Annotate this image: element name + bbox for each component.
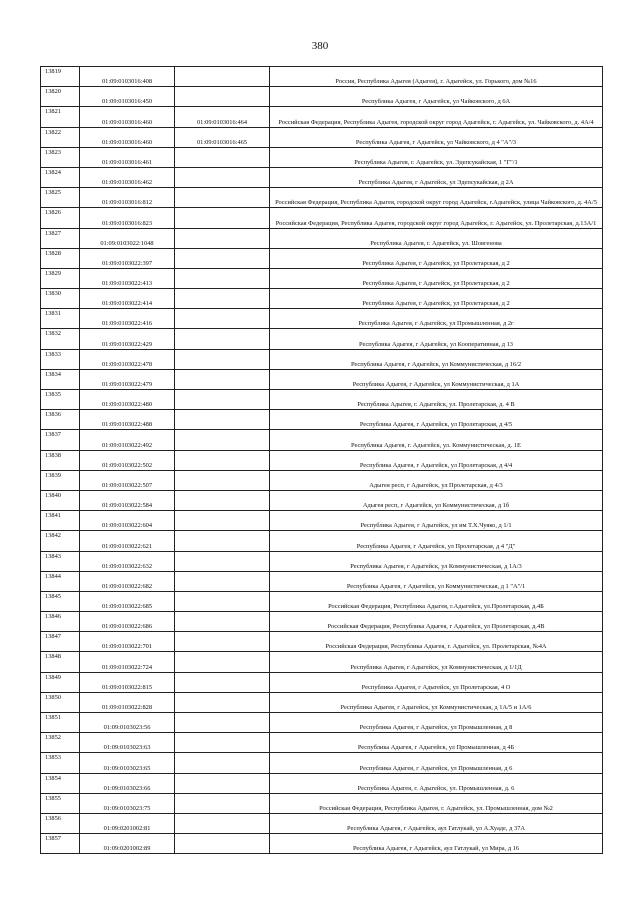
- cadastral-number: 01:09:0103016:460: [80, 107, 175, 127]
- address-cell: Республика Адыгея, г Адыгейск, ул Чайковского, д 6А: [270, 87, 603, 107]
- cadastral-number: 01:09:0103023:75: [80, 793, 175, 813]
- table-row: [41, 652, 603, 672]
- row-number: 13819: [41, 67, 80, 87]
- address-cell: Республика Адыгея, г Адыгейск, ул Чайковского, д 4 "А"/3: [270, 127, 603, 147]
- cadastral-number: 01:09:0103022:682: [80, 571, 175, 591]
- table-row: [41, 127, 603, 147]
- address-cell: Республика Адыгея, г. Адыгейск, ул. Промышленная, д. 6: [270, 773, 603, 793]
- cadastral-number: 01:09:0103022:701: [80, 632, 175, 652]
- cadastral-number: 01:09:0103022:828: [80, 692, 175, 712]
- table-row: [41, 470, 603, 490]
- address-cell: Республика Адыгея, г Адыгейск, ул Промышленная, д 6: [270, 753, 603, 773]
- address-cell: Республика Адыгея, г Адыгейск, ул Коммунистическая, д 1А: [270, 369, 603, 389]
- table-row: [41, 632, 603, 652]
- address-cell: Республика Адыгея, г Адыгейск, ул Коммунистическая, д 16/2: [270, 349, 603, 369]
- linked-cadastral-number: [175, 289, 270, 309]
- table-row: [41, 309, 603, 329]
- row-number: 13851: [41, 713, 80, 733]
- linked-cadastral-number: [175, 490, 270, 510]
- linked-cadastral-number: [175, 813, 270, 833]
- linked-cadastral-number: [175, 753, 270, 773]
- page-number: 380: [311, 40, 329, 52]
- cadastral-number: 01:09:0103022:480: [80, 390, 175, 410]
- table-row: [41, 430, 603, 450]
- row-number: 13854: [41, 773, 80, 793]
- table-row: [41, 289, 603, 309]
- cadastral-number: 01:09:0103022:507: [80, 470, 175, 490]
- linked-cadastral-number: [175, 632, 270, 652]
- cadastral-number: 01:09:0103023:65: [80, 753, 175, 773]
- cadastral-number: 01:09:0103016:462: [80, 167, 175, 187]
- cadastral-number: 01:09:0103016:823: [80, 208, 175, 228]
- linked-cadastral-number: [175, 511, 270, 531]
- cadastral-number: 01:09:0103022:413: [80, 268, 175, 288]
- table-row: [41, 228, 603, 248]
- linked-cadastral-number: [175, 612, 270, 632]
- table-row: [41, 733, 603, 753]
- cadastral-number: 01:09:0103016:461: [80, 147, 175, 167]
- linked-cadastral-number: [175, 793, 270, 813]
- linked-cadastral-number: [175, 228, 270, 248]
- address-cell: Республика Адыгея, г Адыгейск, ул Пролетарская, д 4 "Д": [270, 531, 603, 551]
- cadastral-number: 01:09:0103022:686: [80, 612, 175, 632]
- cadastral-number: 01:09:0103022:429: [80, 329, 175, 349]
- row-number: 13821: [41, 107, 80, 127]
- linked-cadastral-number: [175, 713, 270, 733]
- cadastral-number: 01:09:0103016:408: [80, 67, 175, 87]
- address-cell: Российская Федерация, Республика Адыгея, городской округ город Адыгейск, г. Адыгейск, ул. Чайковского, д. 4А/4: [270, 107, 603, 127]
- row-number: 13831: [41, 309, 80, 329]
- address-cell: Республика Адыгея, г Адыгейск, ул Пролетарская, д 4/4: [270, 450, 603, 470]
- cadastral-number: 01:09:0103023:63: [80, 733, 175, 753]
- linked-cadastral-number: [175, 87, 270, 107]
- cadastral-number: 01:09:0103022:488: [80, 410, 175, 430]
- table-row: [41, 390, 603, 410]
- row-number: 13840: [41, 490, 80, 510]
- linked-cadastral-number: [175, 591, 270, 611]
- table-row: [41, 167, 603, 187]
- linked-cadastral-number: [175, 571, 270, 591]
- cadastral-number: 01:09:0103023:66: [80, 773, 175, 793]
- address-cell: Республика Адыгея, г Адыгейск, ул Промышленная, д 4Б: [270, 733, 603, 753]
- row-number: 13857: [41, 834, 80, 854]
- cadastral-number: 01:09:0103022:632: [80, 551, 175, 571]
- cadastral-number: 01:09:0103022:397: [80, 248, 175, 268]
- linked-cadastral-number: [175, 208, 270, 228]
- row-number: 13839: [41, 470, 80, 490]
- row-number: 13849: [41, 672, 80, 692]
- cadastral-number: 01:09:0103022:502: [80, 450, 175, 470]
- row-number: 13829: [41, 268, 80, 288]
- address-cell: Республика Адыгея, г Адыгейск, аул Гатлукай, ул Мира, д 16: [270, 834, 603, 854]
- linked-cadastral-number: [175, 834, 270, 854]
- row-number: 13853: [41, 753, 80, 773]
- cadastral-number: 01:09:0103022:492: [80, 430, 175, 450]
- row-number: 13837: [41, 430, 80, 450]
- row-number: 13822: [41, 127, 80, 147]
- cadastral-number: 01:09:0201002:89: [80, 834, 175, 854]
- linked-cadastral-number: [175, 329, 270, 349]
- cadastral-number: 01:09:0103022:479: [80, 369, 175, 389]
- row-number: 13830: [41, 289, 80, 309]
- cadastral-number: 01:09:0103022:584: [80, 490, 175, 510]
- address-cell: Российская Федерация, Республика Адыгея, г Адыгейск, ул Пролетарская, д.4В: [270, 612, 603, 632]
- linked-cadastral-number: [175, 410, 270, 430]
- cadastral-number: 01:09:0103022:685: [80, 591, 175, 611]
- linked-cadastral-number: [175, 773, 270, 793]
- cadastral-number: 01:09:0103023:56: [80, 713, 175, 733]
- row-number: 13827: [41, 228, 80, 248]
- linked-cadastral-number: [175, 309, 270, 329]
- table-row: [41, 329, 603, 349]
- table-row: [41, 248, 603, 268]
- linked-cadastral-number: [175, 167, 270, 187]
- linked-cadastral-number: [175, 268, 270, 288]
- table-row: [41, 490, 603, 510]
- linked-cadastral-number: [175, 733, 270, 753]
- row-number: 13835: [41, 390, 80, 410]
- address-cell: Россия, Республика Адыгея (Адыгея), г. Адыгейск, ул. Горького, дом №16: [270, 67, 603, 87]
- row-number: 13826: [41, 208, 80, 228]
- address-cell: Республика Адыгея, г. Адыгейск, ул. Шовгенова: [270, 228, 603, 248]
- linked-cadastral-number: [175, 390, 270, 410]
- table-row: [41, 410, 603, 430]
- table-row: [41, 793, 603, 813]
- address-cell: Российская Федерация, Республика Адыгея, г. Адыгейск, ул. Пролетарская, №4А: [270, 632, 603, 652]
- table-row: [41, 551, 603, 571]
- address-cell: Республика Адыгея, г Адыгейск, ул Пролетарская, д 2: [270, 248, 603, 268]
- cadastral-number: 01:09:0201002:81: [80, 813, 175, 833]
- linked-cadastral-number: [175, 672, 270, 692]
- table-row: [41, 813, 603, 833]
- table-row: [41, 511, 603, 531]
- row-number: 13824: [41, 167, 80, 187]
- linked-cadastral-number: [175, 470, 270, 490]
- table-row: [41, 692, 603, 712]
- row-number: 13844: [41, 571, 80, 591]
- table-row: [41, 713, 603, 733]
- address-cell: Республика Адыгея, г Адыгейск, ул Промышленная, д 8: [270, 713, 603, 733]
- registry-body: [41, 67, 603, 854]
- cadastral-number: 01:09:0103016:460: [80, 127, 175, 147]
- address-cell: Республика Адыгея, г Адыгейск, ул Пролетарская, д 2: [270, 268, 603, 288]
- address-cell: Республика Адыгея, г Адыгейск, ул Коммунистическая, д 1А/5 и 1А/6: [270, 692, 603, 712]
- linked-cadastral-number: 01:09:0103016:465: [175, 127, 270, 147]
- address-cell: Российская Федерация, Республика Адыгея, г.Адыгейск, ул.Пролетарская, д.4Б: [270, 591, 603, 611]
- linked-cadastral-number: [175, 67, 270, 87]
- address-cell: Российская Федерация, Республика Адыгея, городской округ город Адыгейск, г.Адыгейск, улица Чайковского, д. 4А/5: [270, 188, 603, 208]
- linked-cadastral-number: [175, 531, 270, 551]
- address-cell: Республика Адыгея, г Адыгейск, аул Гатлукай, ул А.Хуаде, д 37А: [270, 813, 603, 833]
- address-cell: Республика Адыгея, г Адыгейск, ул Коммунистическая, д 1А/3: [270, 551, 603, 571]
- row-number: 13834: [41, 369, 80, 389]
- table-row: [41, 147, 603, 167]
- address-cell: Республика Адыгея, г. Адыгейск, ул. Пролетарская, д. 4 В: [270, 390, 603, 410]
- cadastral-number: 01:09:0103022:414: [80, 289, 175, 309]
- cadastral-number: 01:09:0103022:478: [80, 349, 175, 369]
- row-number: 13846: [41, 612, 80, 632]
- row-number: 13843: [41, 551, 80, 571]
- row-number: 13855: [41, 793, 80, 813]
- table-row: [41, 188, 603, 208]
- linked-cadastral-number: 01:09:0103016:464: [175, 107, 270, 127]
- address-cell: Республика Адыгея, г Адыгейск, ул Кооперативная, д 13: [270, 329, 603, 349]
- table-row: [41, 107, 603, 127]
- row-number: 13842: [41, 531, 80, 551]
- table-row: [41, 612, 603, 632]
- cadastral-number: 01:09:0103016:450: [80, 87, 175, 107]
- cadastral-number: 01:09:0103016:812: [80, 188, 175, 208]
- table-row: [41, 208, 603, 228]
- row-number: 13845: [41, 591, 80, 611]
- cadastral-number: 01:09:0103022:1048: [80, 228, 175, 248]
- linked-cadastral-number: [175, 147, 270, 167]
- cadastral-number: 01:09:0103022:416: [80, 309, 175, 329]
- cadastral-number: 01:09:0103022:604: [80, 511, 175, 531]
- table-row: [41, 672, 603, 692]
- row-number: 13841: [41, 511, 80, 531]
- address-cell: Республика Адыгея, г Адыгейск, ул Пролетарская, д 2: [270, 289, 603, 309]
- table-row: [41, 531, 603, 551]
- row-number: 13832: [41, 329, 80, 349]
- row-number: 13852: [41, 733, 80, 753]
- row-number: 13825: [41, 188, 80, 208]
- row-number: 13820: [41, 87, 80, 107]
- linked-cadastral-number: [175, 349, 270, 369]
- cadastral-number: 01:09:0103022:815: [80, 672, 175, 692]
- linked-cadastral-number: [175, 450, 270, 470]
- linked-cadastral-number: [175, 248, 270, 268]
- address-cell: Российская Федерация, Республика Адыгея, г. Адыгейск, ул. Промышленная, дом №2: [270, 793, 603, 813]
- cadastral-number: 01:09:0103022:621: [80, 531, 175, 551]
- linked-cadastral-number: [175, 551, 270, 571]
- cadastral-number: 01:09:0103022:724: [80, 652, 175, 672]
- table-row: [41, 450, 603, 470]
- row-number: 13838: [41, 450, 80, 470]
- address-cell: Адыгея респ, г Адыгейск, ул Пролетарская, д 4/3: [270, 470, 603, 490]
- table-row: [41, 753, 603, 773]
- address-cell: Республика Адыгея, г Адыгейск, ул Коммунистическая, д 1/1Д: [270, 652, 603, 672]
- table-row: [41, 349, 603, 369]
- registry-table: [40, 66, 603, 854]
- linked-cadastral-number: [175, 652, 270, 672]
- address-cell: Республика Адыгея, г Адыгейск, ул Эдепсукайская, д 2А: [270, 167, 603, 187]
- linked-cadastral-number: [175, 369, 270, 389]
- row-number: 13847: [41, 632, 80, 652]
- table-row: [41, 834, 603, 854]
- row-number: 13856: [41, 813, 80, 833]
- linked-cadastral-number: [175, 430, 270, 450]
- row-number: 13848: [41, 652, 80, 672]
- address-cell: Российская Федерация, Республика Адыгея, городской округ город Адыгейск, г. Адыгейск, ул. Пролетарская, д.13А/1: [270, 208, 603, 228]
- table-row: [41, 87, 603, 107]
- table-row: [41, 369, 603, 389]
- address-cell: Республика Адыгея, г Адыгейск, ул Пролетарская, 4 О: [270, 672, 603, 692]
- address-cell: Республика Адыгея, г. Адыгейск, ул. Коммунистическая, д. 1Е: [270, 430, 603, 450]
- table-row: [41, 67, 603, 87]
- linked-cadastral-number: [175, 188, 270, 208]
- address-cell: Республика Адыгея, г Адыгейск, ул Промышленная, д 2г: [270, 309, 603, 329]
- row-number: 13823: [41, 147, 80, 167]
- table-row: [41, 773, 603, 793]
- row-number: 13833: [41, 349, 80, 369]
- address-cell: Адыгея респ, г Адыгейск, ул Коммунистическая, д 1б: [270, 490, 603, 510]
- table-row: [41, 591, 603, 611]
- row-number: 13828: [41, 248, 80, 268]
- row-number: 13850: [41, 692, 80, 712]
- linked-cadastral-number: [175, 692, 270, 712]
- address-cell: Республика Адыгея, г Адыгейск, ул им Т.Х.Чуяко, д 1/1: [270, 511, 603, 531]
- address-cell: Республика Адыгея, г Адыгейск, ул Пролетарская, д 4/5: [270, 410, 603, 430]
- table-row: [41, 268, 603, 288]
- address-cell: Республика Адыгея, г Адыгейск, ул Коммунистическая, д 1 "А"/1: [270, 571, 603, 591]
- table-row: [41, 571, 603, 591]
- address-cell: Республика Адыгея, г. Адыгейск, ул. Эдепсукайская, 1 "Г"/1: [270, 147, 603, 167]
- row-number: 13836: [41, 410, 80, 430]
